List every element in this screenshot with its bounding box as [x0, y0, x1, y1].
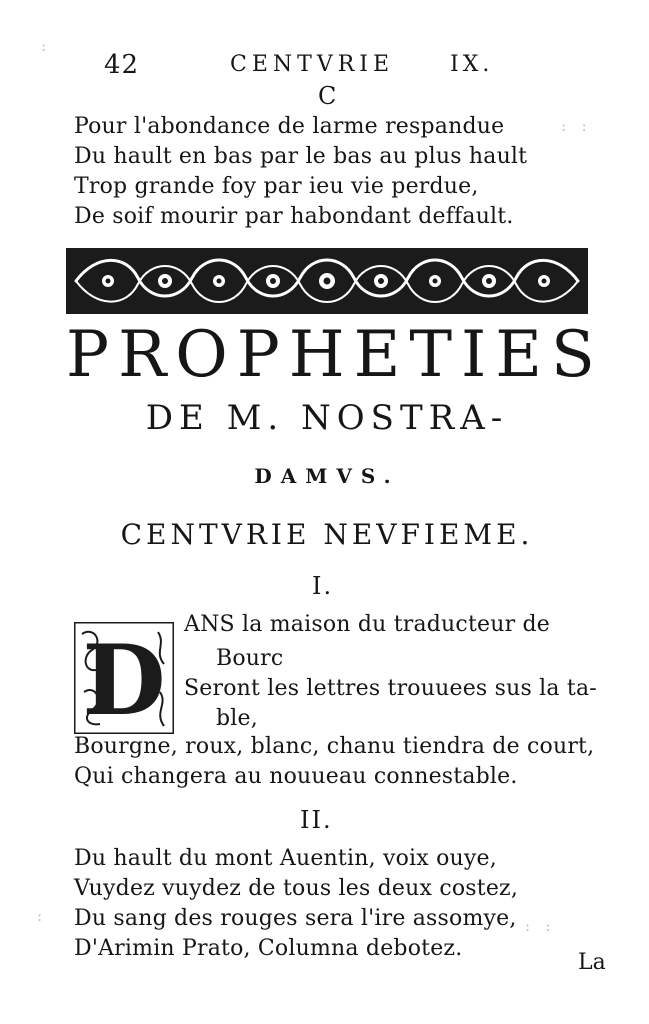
century-heading: CENTVRIE NEVFIEME. [120, 518, 534, 551]
verse-line: ANS la maison du traducteur de [184, 612, 550, 637]
running-title: CENTVRIE [230, 52, 395, 77]
bleed-through-mark: : [40, 40, 51, 54]
verse-line: Bourc [216, 646, 284, 671]
bleed-through-mark: : : [560, 120, 591, 134]
running-numeral: IX. [450, 52, 494, 77]
verse-line: Du hault du mont Auentin, voix ouye, [74, 846, 497, 871]
verse-line: Pour l'abondance de larme respandue [74, 114, 505, 139]
verse-line: De soif mourir par habondant deffault. [74, 204, 514, 229]
quatrain-number: II. [300, 806, 333, 834]
catchword: La [578, 950, 606, 975]
verse-line: Du hault en bas par le bas au plus hault [74, 144, 528, 169]
book-title: PROPHETIES [66, 318, 604, 392]
ornament-band [66, 248, 588, 314]
quatrain-number: I. [312, 572, 334, 600]
verse-line: Qui changera au nouueau connestable. [74, 764, 518, 789]
verse-line: Seront les lettres trouuees sus la ta- [184, 676, 597, 701]
verse-line: ble, [216, 706, 258, 731]
author-line-continued: DAMVS. [254, 464, 400, 488]
verse-line: Vuydez vuydez de tous les deux costez, [74, 876, 519, 901]
verse-line: D'Arimin Prato, Columna debotez. [74, 936, 463, 961]
bleed-through-mark: : [36, 910, 47, 924]
verse-line: Du sang des rouges sera l'ire assomye, [74, 906, 517, 931]
verse-line: Trop grande foy par ieu vie perdue, [74, 174, 479, 199]
author-line: DE M. NOSTRA- [145, 398, 509, 438]
verse-line: Bourgne, roux, blanc, chanu tiendra de court, [74, 734, 595, 759]
quatrain-number: C [318, 82, 339, 110]
page-number: 42 [104, 50, 140, 80]
bleed-through-mark: : : [524, 920, 555, 934]
drop-cap-letter: D [82, 624, 166, 734]
drop-cap-initial [74, 622, 174, 734]
